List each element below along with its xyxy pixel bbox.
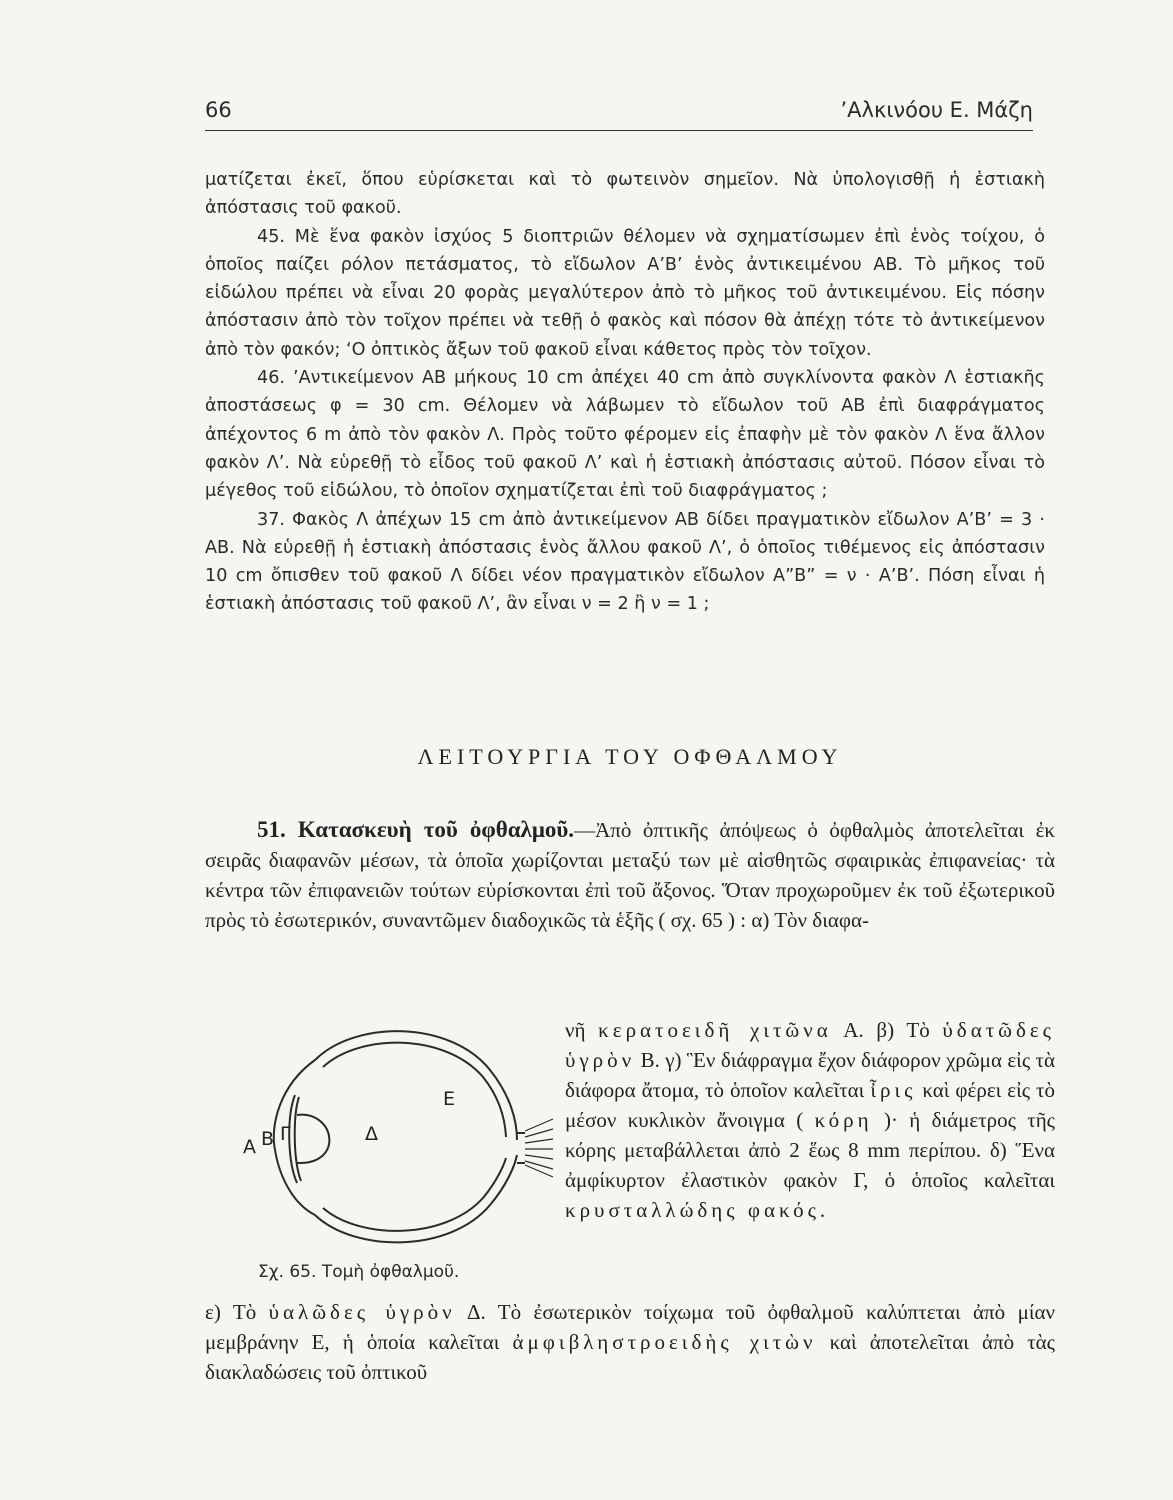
label-A: Α [243,1136,256,1158]
text-run: Β. γ) Ἓν διάφραγμα ἔχον διάφορον χρῶμα εἰς τὰ διάφορα ἄτομα, τὸ ὁποῖον καλεῖται [565,1048,1055,1102]
term-vitreous: ὑαλῶδες ὑγρὸν [268,1300,456,1324]
term-cornea: κερατοειδῆ χιτῶνα [598,1018,832,1042]
section-51-continued [205,1297,1055,1387]
text-run: ε) Τὸ [205,1300,269,1324]
section-51-wrap-text [565,1015,1055,1225]
section-title: ΛΕΙΤΟΥΡΓΙΑ ΤΟΥ ΟΦΘΑΛΜΟΥ [417,744,843,769]
running-header [205,96,1033,131]
label-D: Δ [365,1123,378,1145]
eye-figure [235,1015,555,1250]
term-iris: ἶρις [870,1078,917,1102]
running-author: ’Αλκινόου Ε. Μάζη [840,98,1033,122]
problems-block [205,166,1045,619]
figure-caption: Σχ. 65. Τομὴ ὀφθαλμοῦ. [258,1262,460,1282]
text-run: Δ. Τὸ ἐσωτερικὸν τοίχωμα τοῦ ὀφθαλμοῦ καλύπτεται ἀπὸ μίαν μεμβράνην Ε, ἡ ὁποία καλεῖται [205,1300,1056,1354]
term-pupil: κόρη [814,1108,873,1132]
section-51-intro [205,815,1055,935]
section-51-text: —Ἀπὸ ὀπτικῆς ἀπόψεως ὁ ὀφθαλμὸς ἀποτελεῖται ἐκ σειρᾶς διαφανῶν μέσων, τὰ ὁποῖα χωρίζονται μεταξύ των μὲ αἰσθητῶς σφαιρικὰς ἐπιφανείας· τὰ κέντρα τῶν ἐπιφανειῶν τούτων εὑρίσκονται ἐπὶ τοῦ ἄξονος. Ὅταν προχωροῦμεν ἐκ τοῦ ἐξωτερικοῦ πρὸς τὸ ἐσωτερικόν, συναντῶμεν διαδοχικῶς τὰ ἑξῆς ( σχ. 65 ) : α) Τὸν διαφα- [205,818,1055,932]
label-E: Ε [443,1088,456,1110]
text-run: Α. β) Τὸ [831,1018,943,1042]
label-B: Β [261,1128,275,1150]
problem-continuation: ματίζεται ἐκεῖ, ὅπου εὑρίσκεται καὶ τὸ φωτεινὸν σημεῖον. Νὰ ὑπολογισθῇ ἡ ἑστιακὴ ἀπόστασις τοῦ φακοῦ. [205,170,1045,219]
page-number: 66 [205,98,232,122]
section-51-heading: 51. Κατασκευὴ τοῦ ὀφθαλμοῦ. [257,817,575,842]
term-aqueous: ὑδατῶδες ὑγρὸν [565,1018,1055,1072]
text-run: καὶ ἀποτελεῖται ἀπὸ τὰς διακλαδώσεις τοῦ ὀπτικοῦ [205,1330,1055,1384]
eye-section-drawing [235,1015,555,1250]
text-run: νῆ [565,1018,599,1042]
problem-37: 37. Φακὸς Λ ἀπέχων 15 cm ἀπὸ ἀντικείμενον ΑΒ δίδει πραγματικὸν εἴδωλον Α’Β’ = 3 · ΑΒ. Νὰ εὑρεθῇ ἡ ἑστιακὴ ἀπόστασις ἑνὸς ἄλλου φακοῦ Λ’, ὁ ὁποῖος τιθέμενος εἰς ἀπόστασιν 10 cm ὄπισθεν τοῦ φακοῦ Λ δίδει νέον πραγματικὸν εἴδωλον Α”Β” = ν · Α’Β’. Πόση εἶναι ἡ ἑστιακὴ ἀπόστασις τοῦ φακοῦ Λ’, ἂν εἶναι ν = 2 ἢ ν = 1 ; [205,509,1045,615]
text-run: καὶ φέρει εἰς τὸ μέσον κυκλικὸν ἄνοιγμα ( [565,1078,1055,1132]
term-retina: ἀμφιβληστροειδὴς χιτὼν [512,1330,817,1354]
problem-46: 46. ’Αντικείμενον ΑΒ μήκους 10 cm ἀπέχει 40 cm ἀπὸ συγκλίνοντα φακὸν Λ ἑστιακῆς ἀποστάσεως φ = 30 cm. Θέλομεν νὰ λάβωμεν τὸ εἴδωλον τοῦ ΑΒ ἐπὶ διαφράγματος ἀπέχοντος 6 m ἀπὸ τὸν φακὸν Λ. Πρὸς τοῦτο φέρομεν εἰς ἐπαφὴν μὲ τὸν φακὸν Λ ἕνα ἄλλον φακὸν Λ’. Νὰ εὑρεθῇ τὸ εἶδος τοῦ φακοῦ Λ’ καὶ ἡ ἑστιακὴ ἀπόστασις αὐτοῦ. Πόσον εἶναι τὸ μέγεθος τοῦ εἰδώλου, τὸ ὁποῖον σχηματίζεται ἐπὶ τοῦ διαφράγματος ; [205,368,1045,502]
label-G: Γ [280,1123,291,1145]
term-lens: κρυσταλλώδης φακός. [565,1198,830,1222]
problem-45: 45. Μὲ ἕνα φακὸν ἰσχύος 5 διοπτριῶν θέλομεν νὰ σχηματίσωμεν ἐπὶ ἑνὸς τοίχου, ὁ ὁποῖος παίζει ρόλον πετάσματος, τὸ εἴδωλον Α’Β’ ἑνὸς ἀντικειμένου ΑΒ. Τὸ μῆκος τοῦ εἰδώλου πρέπει νὰ εἶναι 20 φορὰς μεγαλύτερον ἀπὸ τὸ μῆκος τοῦ ἀντικειμένου. Εἰς πόσην ἀπόστασιν ἀπὸ τὸν τοῖχον πρέπει νὰ τεθῇ ὁ φακὸς καὶ πόσον θὰ ἀπέχῃ τότε τὸ ἀντικείμενον ἀπὸ τὸν φακόν; ‘Ο ὀπτικὸς ἄξων τοῦ φακοῦ εἶναι κάθετος πρὸς τὸν τοῖχον. [205,226,1045,360]
text-run: )· ἡ διάμετρος τῆς κόρης μεταβάλλεται ἀπὸ 2 ἕως 8 mm περίπου. δ) Ἕνα ἀμφίκυρτον ἐλαστικὸν φακὸν Γ, ὁ ὁποῖος καλεῖται [565,1108,1055,1192]
